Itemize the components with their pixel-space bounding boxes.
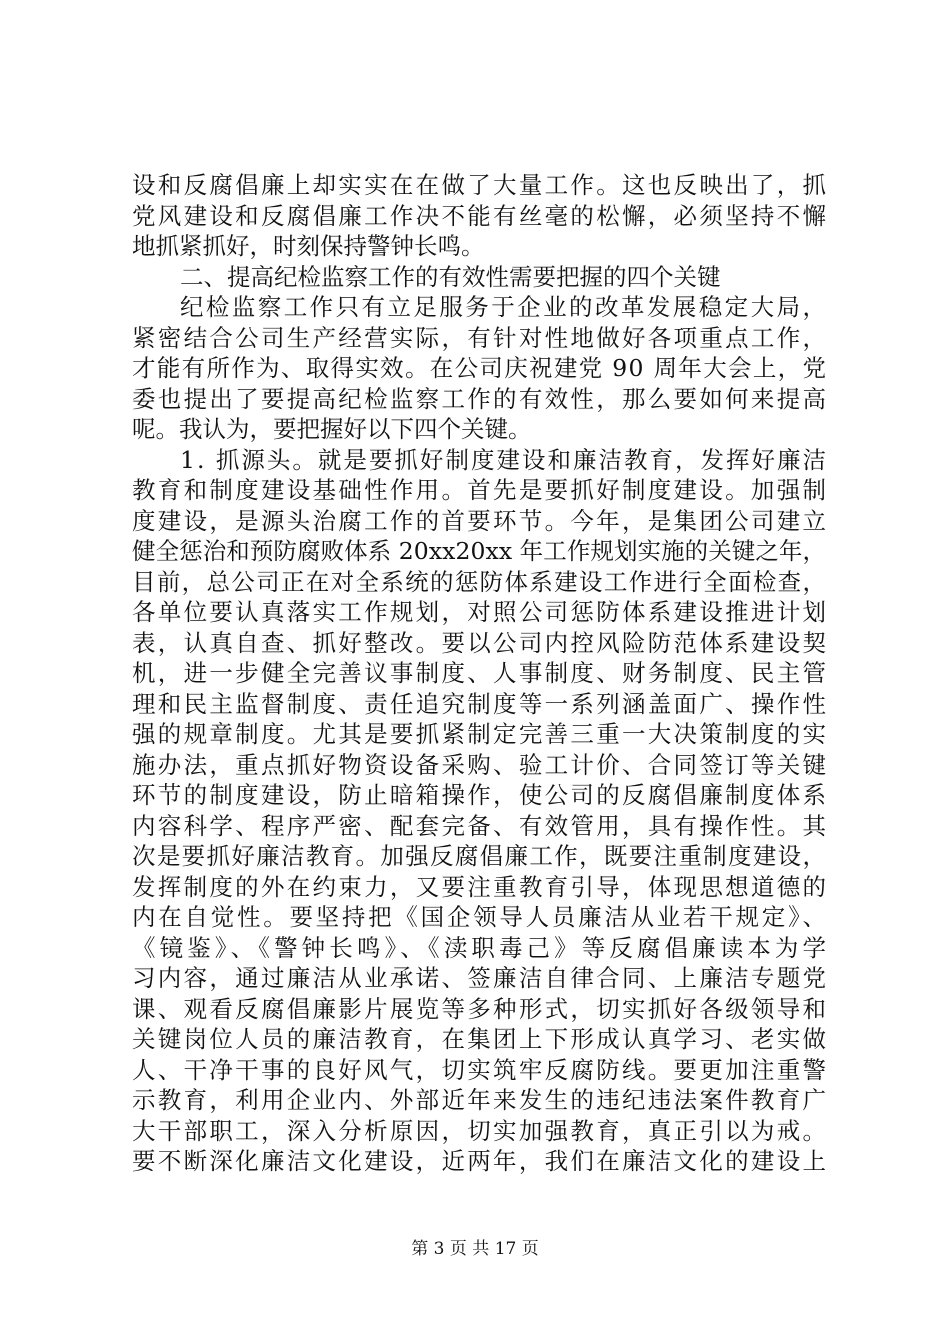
text-line: 各单位要认真落实工作规划，对照公司惩防体系建设推进计划 xyxy=(132,598,829,626)
text-line: 次是要抓好廉洁教育。加强反腐倡廉工作，既要注重制度建设， xyxy=(132,842,828,870)
text-line: 健全惩治和预防腐败体系 20xx20xx 年工作规划实施的关键之年， xyxy=(132,537,827,565)
text-line: 施办法，重点抓好物资设备采购、验工计价、合同签订等关键 xyxy=(132,750,829,779)
text-line: 大干部职工，深入分析原因，切实加强教育，真正引以为戒。 xyxy=(132,1116,829,1145)
text-line: 课、观看反腐倡廉影片展览等多种形式，切实抓好各级领导和 xyxy=(132,994,829,1023)
text-line: 《镜鉴》、《警钟长鸣》、《渎职毒己》等反腐倡廉读本为学 xyxy=(132,933,831,962)
text-line: 内在自觉性。要坚持把《国企领导人员廉洁从业若干规定》、 xyxy=(132,903,829,931)
text-line: 发挥制度的外在约束力，又要注重教育引导，体现思想道德的 xyxy=(132,872,829,901)
text-line: 环节的制度建设，防止暗箱操作，使公司的反腐倡廉制度体系 xyxy=(132,781,829,809)
text-line: 党风建设和反腐倡廉工作决不能有丝毫的松懈，必须坚持不懈 xyxy=(132,201,829,230)
text-line: 强的规章制度。尤其是要抓紧制定完善三重一大决策制度的实 xyxy=(132,720,829,748)
text-line: 关键岗位人员的廉洁教育，在集团上下形成认真学习、老实做 xyxy=(132,1025,829,1053)
text-line: 呢。我认为，要把握好以下四个关键。 xyxy=(132,415,532,443)
text-line: 委也提出了要提高纪检监察工作的有效性，那么要如何来提高 xyxy=(132,384,829,413)
page-footer: 第 3 页 共 17 页 xyxy=(411,1239,539,1259)
text-line: 示教育，利用企业内、外部近年来发生的违纪违法案件教育广 xyxy=(132,1086,829,1114)
text-line: 要不断深化廉洁文化建设，近两年，我们在廉洁文化的建设上 xyxy=(132,1147,829,1175)
text-line: 二、提高纪检监察工作的有效性需要把握的四个关键 xyxy=(180,262,721,291)
text-line: 纪检监察工作只有立足服务于企业的改革发展稳定大局， xyxy=(180,293,829,321)
text-line: 紧密结合公司生产经营实际，有针对性地做好各项重点工作， xyxy=(132,323,829,352)
text-line: 机，进一步健全完善议事制度、人事制度、财务制度、民主管 xyxy=(132,659,829,687)
text-line: 习内容，通过廉洁从业承诺、签廉洁自律合同、上廉洁专题党 xyxy=(132,964,829,992)
text-line: 理和民主监督制度、责任追究制度等一系列涵盖面广、操作性 xyxy=(132,689,829,718)
text-line: 度建设，是源头治腐工作的首要环节。今年，是集团公司建立 xyxy=(132,506,829,535)
text-line: 人、干净干事的良好风气，切实筑牢反腐防线。要更加注重警 xyxy=(132,1055,829,1084)
text-line: 内容科学、程序严密、配套完备、有效管用，具有操作性。其 xyxy=(132,811,829,840)
text-line: 地抓紧抓好，时刻保持警钟长鸣。 xyxy=(132,232,485,260)
text-line: 教育和制度建设基础性作用。首先是要抓好制度建设。加强制 xyxy=(132,476,829,504)
text-line: 1. 抓源头。就是要抓好制度建设和廉洁教育，发挥好廉洁 xyxy=(180,445,829,474)
text-line: 表，认真自查、抓好整改。要以公司内控风险防范体系建设契 xyxy=(132,628,829,657)
text-line: 设和反腐倡廉上却实实在在做了大量工作。这也反映出了，抓 xyxy=(132,171,829,199)
text-line: 才能有所作为、取得实效。在公司庆祝建党 90 周年大会上，党 xyxy=(132,354,828,382)
text-line: 目前，总公司正在对全系统的惩防体系建设工作进行全面检查， xyxy=(132,567,828,596)
